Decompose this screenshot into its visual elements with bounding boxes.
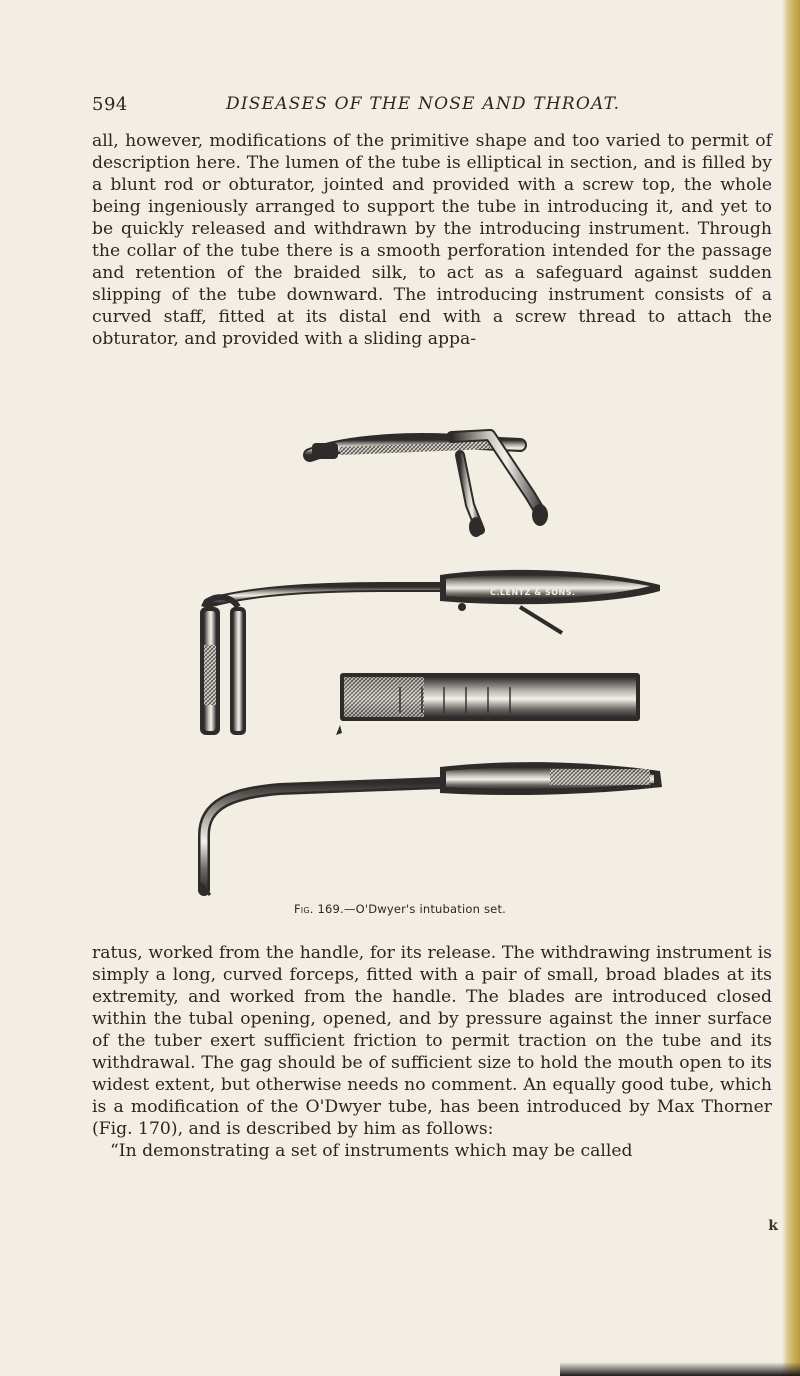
page-edge xyxy=(782,0,800,1376)
maker-mark: C.LENTZ & SONS. xyxy=(490,588,576,597)
introducer-instrument xyxy=(200,570,660,735)
page-number: 594 xyxy=(92,94,128,115)
mouth-gag-instrument xyxy=(310,435,548,537)
paragraph-top: all, however, modifications of the primitive shape and too varied to permit of description here. The lumen of the tube is elliptical in section, and is filled by a blunt rod or obturator, jointed and provided with a screw top, the whole being ingeniously arranged to support the tube in introducing it, and yet to be quickly released and withdrawn by the introducing instrument. Through the collar of the tube there is a smooth perforation intended for the passage and retention of the braided silk, to act as a safeguard against sudden slipping of the tube downward. The introducing instrument consists of a curved staff, fitted at its distal end with a screw thread to attach the obturator, and provided with a sliding appa- xyxy=(92,131,772,349)
page-header xyxy=(92,94,732,122)
quote-opening: “In demonstrating a set of instruments which may be called xyxy=(110,1141,633,1161)
extractor-forceps-instrument xyxy=(200,762,662,895)
figure-label: Fig. 169. xyxy=(293,902,344,916)
running-head: DISEASES OF THE NOSE AND THROAT. xyxy=(226,94,621,114)
paragraph-bottom-text: ratus, worked from the handle, for its release. The withdrawing instrument is simply a long, curved forceps, fitted with a pair of small, broad blades at its extremity, and worked from the handle. The blades are introduced closed within the tubal opening, opened, and by pressure against the inner surface of the tuber exert sufficient friction to permit traction on the tube and its withdrawal. The gag should be of sufficient size to hold the mouth open to its widest extent, but otherwise needs no comment. An equally good tube, which is a modification of the O'Dwyer tube, has been introduced by Max Thorner (Fig. 170), and is described by him as follows: xyxy=(92,943,772,1139)
margin-mark: k xyxy=(768,1218,778,1234)
figure-caption xyxy=(0,902,800,916)
intubation-set-figure xyxy=(190,395,680,900)
figure-caption-text: —O'Dwyer's intubation set. xyxy=(343,902,507,916)
page-bottom-shadow xyxy=(560,1362,800,1376)
paragraph-bottom xyxy=(92,942,772,1232)
